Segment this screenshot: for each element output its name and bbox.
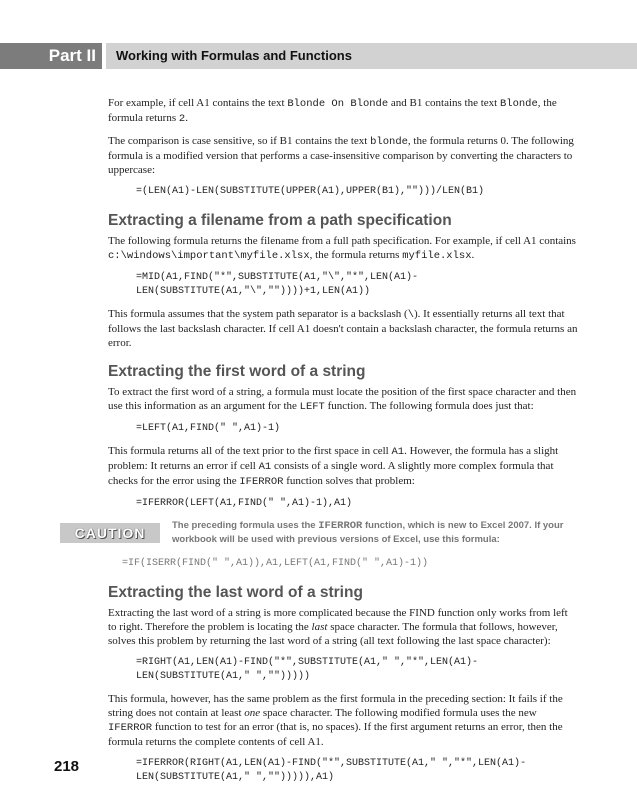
inline-code: Blonde On Blonde [287, 98, 389, 110]
text: This formula assumes that the system path separator is a backslash ( [108, 308, 408, 320]
intro-paragraph-1 [108, 96, 578, 126]
section-heading-last-word: Extracting the last word of a string [108, 584, 363, 601]
inline-code: IFERROR [318, 520, 363, 532]
formula-case-insensitive: =(LEN(A1)-LEN(SUBSTITUTE(UPPER(A1),UPPER(B1),"")))/LEN(B1) [136, 186, 485, 197]
chapter-bar [106, 43, 637, 69]
formula-last-word: =RIGHT(A1,LEN(A1)-FIND("*",SUBSTITUTE(A1," ","*",LEN(A1)- LEN(SUBSTITUTE(A1," ",""))))) [136, 657, 479, 682]
last-word-paragraph-1 [108, 606, 578, 648]
inline-code: IFERROR [108, 722, 153, 734]
caution-formula: =IF(ISERR(FIND(" ",A1)),A1,LEFT(A1,FIND(" ",A1)-1)) [122, 558, 429, 569]
inline-code: c:\windows\important\myfile.xlsx [108, 250, 310, 262]
text: , the formula returns 0. The following formula is a modified version that performs a case-insensitive comparison by converting the characters to uppercase: [108, 135, 574, 176]
running-header [0, 43, 637, 69]
text: The preceding formula uses the [172, 520, 319, 531]
text: , the formula returns [108, 97, 557, 124]
text: Extracting the last word of a string is more complicated because the FIND function only works from left to right. Therefore the problem is locating the [108, 607, 568, 633]
text: To extract the first word of a string, a formula must locate the position of the first space character and then use this information as an argument for the [108, 386, 577, 412]
text: function to test for an error (that is, no spaces). If the first argument returns an error, then the formula returns the complete contents of cell A1. [108, 721, 563, 748]
text: , the formula returns [309, 249, 403, 261]
emphasis: last [311, 621, 328, 633]
caution-text [172, 519, 582, 546]
text: The comparison is case sensitive, so if B1 contains the text [108, 135, 371, 147]
caution-badge: CAUTION [60, 523, 160, 543]
chapter-title: Working with Formulas and Functions [116, 48, 352, 63]
part-label: Part II [48, 46, 96, 65]
text: . [471, 249, 475, 261]
text: This formula returns all of the text prior to the first space in cell [108, 445, 392, 457]
inline-code: \ [407, 309, 414, 321]
text: space character. The formula that follows, however, solves this problem by returning the last word of a string (all text following the last space character): [108, 621, 558, 647]
text: This formula, however, has the same problem as the first formula in the preceding section: It fails if the string does not contain at least [108, 693, 563, 719]
inline-code: Blonde [499, 98, 538, 110]
text: The following formula returns the filename from a full path specification. For example, if cell A1 contains [108, 235, 576, 247]
part-tab [0, 43, 102, 69]
text: function. The following formula does just that: [324, 400, 534, 412]
inline-code: A1 [391, 446, 405, 458]
section-heading-filename: Extracting a filename from a path specification [108, 212, 452, 229]
inline-code: blonde [370, 136, 408, 148]
formula-first-word: =LEFT(A1,FIND(" ",A1)-1) [136, 423, 281, 434]
filename-paragraph-1 [108, 234, 578, 263]
text: . However, the formula has a slight problem: It returns an error if cell [108, 445, 559, 472]
section-heading-first-word: Extracting the first word of a string [108, 363, 366, 380]
inline-code: LEFT [299, 401, 325, 413]
text: space character. The following modified formula uses the new [260, 707, 537, 719]
first-word-paragraph-2 [108, 444, 578, 489]
page-number: 218 [54, 758, 80, 775]
text: consists of a single word. A slightly more complex formula that checks for the error using the [108, 460, 554, 487]
text: ). It essentially returns all text that follows the last backslash character. If cell A1 doesn't contain a backslash character, the formula returns an error. [108, 308, 578, 349]
emphasis: one [244, 707, 261, 719]
text: . [185, 112, 188, 124]
filename-paragraph-2 [108, 307, 578, 350]
formula-first-word-iferror: =IFERROR(LEFT(A1,FIND(" ",A1)-1),A1) [136, 498, 353, 509]
first-word-paragraph-1 [108, 385, 578, 414]
text: function solves that problem: [283, 475, 415, 487]
inline-code: A1 [258, 461, 272, 473]
inline-code: 2 [178, 113, 186, 125]
inline-code: myfile.xlsx [402, 250, 472, 262]
inline-code: IFERROR [239, 476, 284, 488]
last-word-paragraph-2 [108, 692, 578, 749]
caution-box [60, 519, 578, 551]
intro-paragraph-2 [108, 134, 578, 177]
formula-last-word-iferror: =IFERROR(RIGHT(A1,LEN(A1)-FIND("*",SUBSTITUTE(A1," ","*",LEN(A1)- LEN(SUBSTITUTE(A1," ",""))))),A1) [136, 758, 527, 783]
text: function, which is new to Excel 2007. If your workbook will be used with previous versions of Excel, use this formula: [172, 520, 564, 545]
formula-filename: =MID(A1,FIND("*",SUBSTITUTE(A1,"\","*",LEN(A1)- LEN(SUBSTITUTE(A1,"\",""))))+1,LEN(A1)) [136, 272, 419, 297]
page-body [74, 96, 578, 793]
text: and B1 contains the text [388, 97, 500, 109]
text: For example, if cell A1 contains the text [108, 97, 288, 109]
